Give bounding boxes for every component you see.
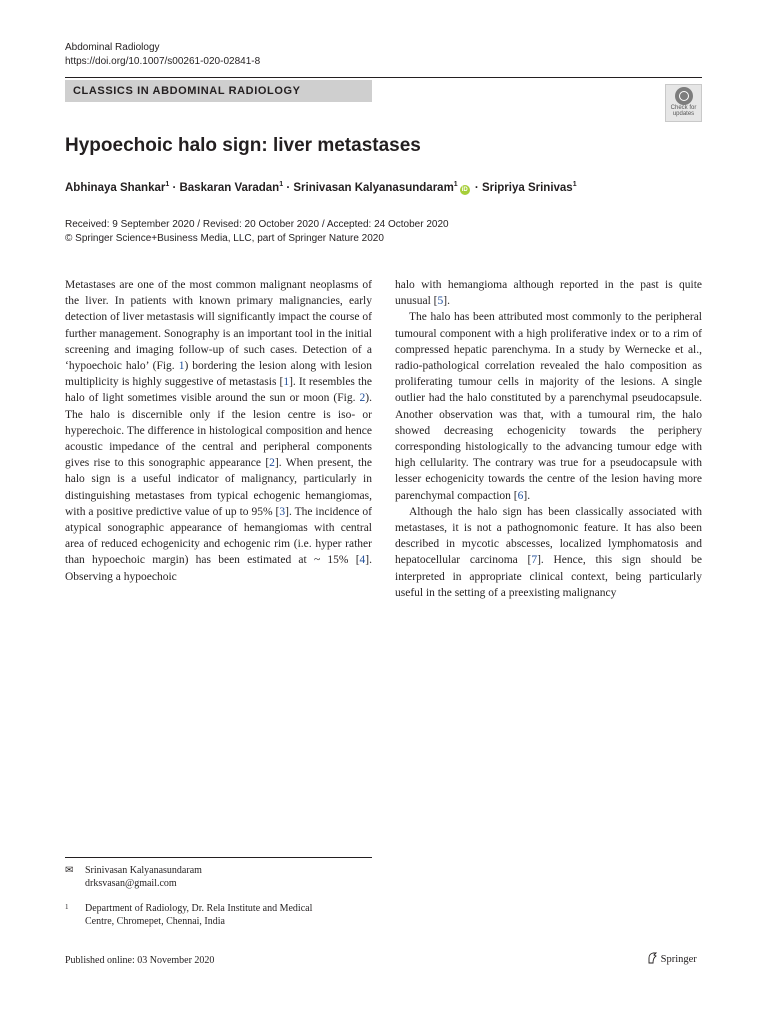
affiliation-mark: 1 — [572, 181, 577, 188]
paragraph-text: ]. When present, the halo sign is a useful indicator of malignancy, particularly in distinguishing metastases from typical echogenic hemangiomas, with a positive predictive value of up to 95% [ — [65, 457, 372, 518]
affiliation-mark: 1 — [453, 181, 458, 188]
paragraph-text: ]. — [523, 489, 531, 502]
citation-link[interactable]: 4 — [359, 554, 366, 567]
refresh-icon — [675, 87, 693, 105]
check-for-updates-badge[interactable] — [665, 84, 702, 122]
article-title: Hypoechoic halo sign: liver metastases — [65, 135, 421, 156]
affiliation-mark: 1 — [279, 181, 284, 188]
author-name[interactable]: Sripriya Srinivas — [481, 182, 573, 194]
paragraph-text: ]. It resembles the halo of light sometimes visible around the sun or moon (Fig. — [65, 376, 373, 405]
body-paragraph — [395, 504, 702, 601]
paragraph-text: ) bordering the lesion along with lesion multiplicity is highly suggestive of metastasis [ — [65, 360, 372, 389]
paragraph-text: ]. The incidence of atypical sonographic appearance of hemangiomas with central area of reduced echogenicity and echogenic rim (i.e. hyper rather than hypoechoic margin) has been estimated at ~ 15% [ — [65, 505, 373, 567]
orcid-icon[interactable]: iD — [461, 187, 468, 193]
paragraph-text: Metastases are one of the most common malignant neoplasms of the liver. In patients with known primary malignancies, early detection of liver metastasis will significantly impact the course of further management. Sonography is an important tool in the initial screening and imaging follow-up of such cases. Detection of a ‘hypoechoic halo’ (Fig. — [65, 279, 372, 373]
paragraph-text: ). The halo is discernible only if the lesion centre is iso- or hyperechoic. The difference in histological composition and hence acoustic impedance of the central and peripheral components gives rise to this sonographic appearance [ — [65, 392, 372, 470]
paragraph-text: The halo has been attributed most commonly to the peripheral tumoural component with a high proliferative index or to a rim of compressed hepatic parenchyma. In a study by Wernecke et al., radio-pathological correlation revealed the halo composition as proliferating tumour cells in majority of the lesions. A single outlier had the halo constituted by a parenchymal pseudocapsule. Another observation was that, with a tumoural rim, the halo showed decreasing echogenicity towards the periphery corresponding histologically to the advancing tumour edge with high cellularity. The contrary was true for a pseudocapsule with lesser echogenicity towards the centre of the lesion having more parenchymal compaction [ — [395, 311, 702, 502]
publisher-name: Springer — [660, 954, 697, 965]
citation-link[interactable]: 2 — [359, 392, 366, 405]
section-banner: CLASSICS IN ABDOMINAL RADIOLOGY — [65, 80, 372, 102]
author-name[interactable]: Srinivasan Kalyanasundaram — [293, 182, 454, 194]
citation-link[interactable]: 5 — [437, 295, 444, 308]
affiliation-line-2: Centre, Chromepet, Chennai, India — [85, 916, 225, 927]
header-rule — [65, 77, 702, 78]
paragraph-text: halo with hemangioma although reported in the past is quite unusual [ — [395, 279, 702, 308]
affiliation-mark: 1 — [165, 181, 170, 188]
affiliation-note — [65, 902, 372, 928]
paragraph-text: Although the halo sign has been classically associated with metastases, it is not a pathognomonic feature. It has also been described in mycotic abscesses, localized lymphomatosis and hepatocellular carcinoma [ — [395, 505, 702, 567]
springer-horse-icon — [647, 952, 658, 964]
body-paragraph — [395, 309, 702, 503]
badge-text-line1: Check for — [670, 105, 697, 111]
paragraph-text: ]. Hence, this sign should be interpreted in appropriate clinical context, being particularly useful in the setting of a preexisting malignancy — [395, 554, 702, 599]
affiliation-line-1: Department of Radiology, Dr. Rela Institute and Medical — [85, 903, 313, 914]
paragraph-text: ]. — [443, 295, 450, 308]
received-dates: Received: 9 September 2020 / Revised: 20 October 2020 / Accepted: 24 October 2020 — [65, 219, 449, 230]
corresponding-author-email[interactable]: drksvasan@gmail.com — [85, 878, 177, 889]
citation-link[interactable]: 2 — [269, 457, 275, 470]
body-column-left — [65, 277, 372, 585]
doi-link[interactable]: https://doi.org/10.1007/s00261-020-02841-8 — [65, 56, 261, 67]
published-online-date: Published online: 03 November 2020 — [65, 955, 215, 966]
body-paragraph — [395, 277, 702, 309]
author-name[interactable]: Baskaran Varadan — [179, 182, 280, 194]
footnote-rule — [65, 857, 372, 858]
citation-link[interactable]: 1 — [283, 376, 290, 389]
affiliation-number: 1 — [65, 903, 69, 911]
journal-name: Abdominal Radiology — [65, 42, 160, 53]
publisher-logo — [647, 952, 697, 967]
body-paragraph — [65, 277, 372, 585]
corresponding-author-note — [65, 864, 372, 890]
author-name[interactable]: Abhinaya Shankar — [65, 182, 166, 194]
citation-link[interactable]: 1 — [178, 360, 185, 373]
paragraph-text: ]. Observing a hypoechoic — [65, 554, 372, 583]
body-column-right — [395, 277, 702, 601]
corresponding-author-name: Srinivasan Kalyanasundaram — [85, 865, 202, 876]
citation-link[interactable]: 7 — [531, 554, 538, 567]
citation-link[interactable]: 3 — [279, 505, 286, 518]
copyright-line: © Springer Science+Business Media, LLC, part of Springer Nature 2020 — [65, 233, 384, 244]
citation-link[interactable]: 6 — [517, 489, 524, 502]
author-list: Abhinaya Shankar$^1$ · Baskaran Varadan$^1$ · Srinivasan Kalyanasundaram$^1$iD · Sripriya Srinivas$^1$ — [65, 181, 577, 194]
envelope-icon: ✉ — [65, 865, 74, 876]
badge-text-line2: updates — [672, 111, 695, 117]
